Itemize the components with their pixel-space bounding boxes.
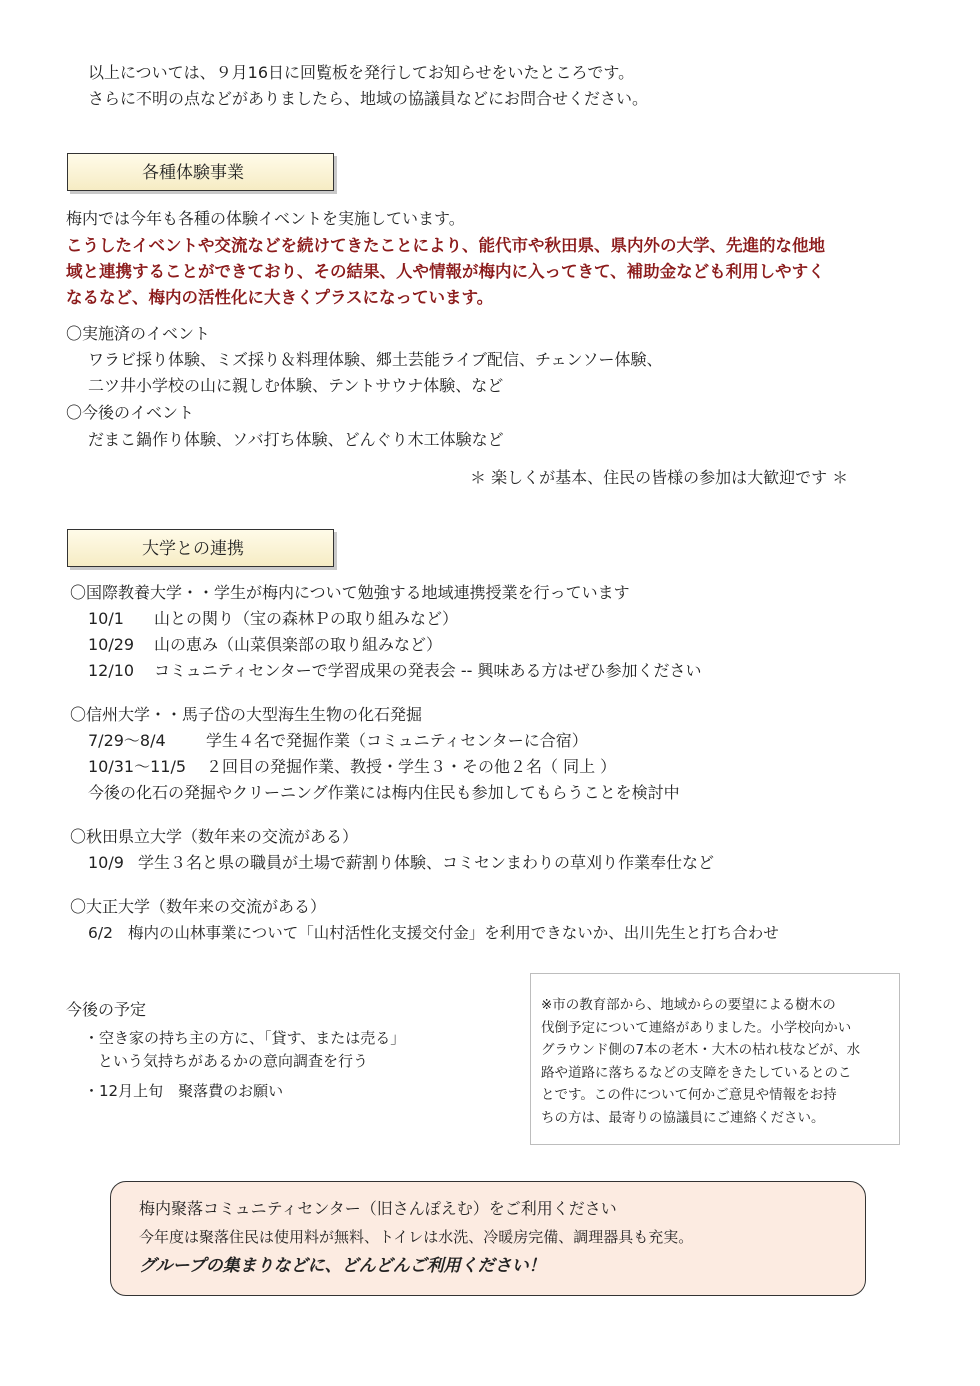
- row-text: 学生３名と県の職員が土場で薪割り体験、コミセンまわりの草刈り作業奉仕など: [138, 853, 715, 872]
- row-text: 梅内の山林事業について「山村活性化支援交付金」を利用できないか、出川先生と打ち合わせ: [128, 924, 779, 942]
- row-text: 学生４名で発掘作業（コミュニティセンターに合宿）: [206, 731, 588, 750]
- notice-line: ちの方は、最寄りの協議員にご連絡ください。: [541, 1109, 825, 1126]
- shinshu-extra: 今後の化石の発掘やクリーニング作業には梅内住民も参加してもらうことを検討中: [88, 783, 680, 802]
- row-date: 10/29: [88, 635, 135, 654]
- community-center-info: 今年度は聚落住民は使用料が無料、トイレは水洗、冷暖房完備、調理器具も充実。: [139, 1228, 694, 1246]
- tree-felling-notice: [530, 973, 900, 1145]
- intro-line-2: さらに不明の点などがありましたら、地域の協議員などにお問合せください。: [88, 89, 649, 108]
- university-title-taisho: 〇大正大学（数年来の交流がある）: [70, 897, 327, 916]
- notice-line: とです。この件について何かご意見や情報をお持: [541, 1087, 837, 1103]
- row-text: 山との関り（宝の森林Ｐの取り組みなど）: [154, 609, 459, 628]
- community-center-title: 梅内聚落コミュニティセンター（旧さんぽえむ）をご利用ください: [139, 1199, 617, 1218]
- university-row: [88, 632, 442, 658]
- section1-emphasis-3: なるなど、梅内の活性化に大きくプラスになっています。: [66, 288, 494, 307]
- schedule-item-1-line-1: ・空き家の持ち主の方に、「貸す、または売る」: [84, 1029, 406, 1047]
- intro-line-1: 以上については、９月16日に回覧板を発行してお知らせをいたところです。: [88, 63, 635, 82]
- university-title-shinshu: 〇信州大学・・馬子岱の大型海生生物の化石発掘: [70, 705, 423, 724]
- university-row: [88, 658, 701, 684]
- university-row: [88, 850, 714, 876]
- row-date: 10/31〜11/5: [88, 757, 187, 776]
- row-date: 6/2: [88, 924, 113, 942]
- row-date: 12/10: [88, 661, 135, 680]
- participation-note: ＊ 楽しくが基本、住民の皆様の参加は大歓迎です ＊: [470, 468, 849, 487]
- row-text: コミュニティセンターで学習成果の発表会 -- 興味ある方はぜひ参加ください: [154, 661, 702, 680]
- community-center-box: [110, 1181, 866, 1296]
- university-title-akita: 〇秋田県立大学（数年来の交流がある）: [70, 827, 359, 846]
- future-events-line: だまこ鍋作り体験、ソバ打ち体験、どんぐり木工体験など: [88, 430, 504, 449]
- university-row: [88, 920, 779, 946]
- future-events-title: 〇今後のイベント: [66, 403, 195, 422]
- notice-line: ※市の教育部から、地域からの要望による樹木の: [541, 997, 836, 1013]
- done-events-line-2: 二ツ井小学校の山に親しむ体験、テントサウナ体験、など: [88, 376, 504, 395]
- university-title-aiu: 〇国際教養大学・・学生が梅内について勉強する地域連携授業を行っています: [70, 583, 630, 602]
- section-heading-experience: 各種体験事業: [67, 153, 334, 191]
- notice-line: グラウンド側の7本の老木・大木の枯れ枝などが、水: [541, 1042, 861, 1058]
- row-date: 10/1: [88, 609, 124, 628]
- schedule-item-1-line-2: という気持ちがあるかの意向調査を行う: [98, 1052, 369, 1070]
- university-row: [88, 754, 616, 780]
- row-date: 10/9: [88, 853, 124, 872]
- section-heading-university: 大学との連携: [67, 529, 334, 567]
- done-events-title: 〇実施済のイベント: [66, 324, 211, 343]
- university-row: [88, 606, 458, 632]
- notice-line: 伐倒予定について連絡がありました。小学校向かい: [541, 1019, 852, 1036]
- notice-line: 路や道路に落ちるなどの支障をきたしているとのこ: [541, 1064, 852, 1081]
- row-text: 山の恵み（山菜倶楽部の取り組みなど）: [154, 635, 443, 654]
- section1-emphasis-2: 域と連携することができており、その結果、人や情報が梅内に入ってきて、補助金なども利用しやすく: [66, 262, 825, 281]
- university-row: [88, 728, 588, 754]
- schedule-title: 今後の予定: [66, 1000, 147, 1019]
- row-date: 7/29〜8/4: [88, 731, 166, 750]
- row-text: ２回目の発掘作業、教授・学生３・その他２名（ 同上 ）: [206, 757, 617, 776]
- section1-emphasis-1: こうしたイベントや交流などを続けてきたことにより、能代市や秋田県、県内外の大学、先進的な他地: [66, 236, 825, 255]
- community-center-call: グループの集まりなどに、どんどんご利用ください！: [139, 1256, 546, 1276]
- done-events-line-1: ワラビ採り体験、ミズ採り＆料理体験、郷土芸能ライブ配信、チェンソー体験、: [88, 350, 663, 369]
- schedule-item-2: ・12月上旬 聚落費のお願い: [84, 1082, 284, 1100]
- section1-lead: 梅内では今年も各種の体験イベントを実施しています。: [66, 209, 465, 228]
